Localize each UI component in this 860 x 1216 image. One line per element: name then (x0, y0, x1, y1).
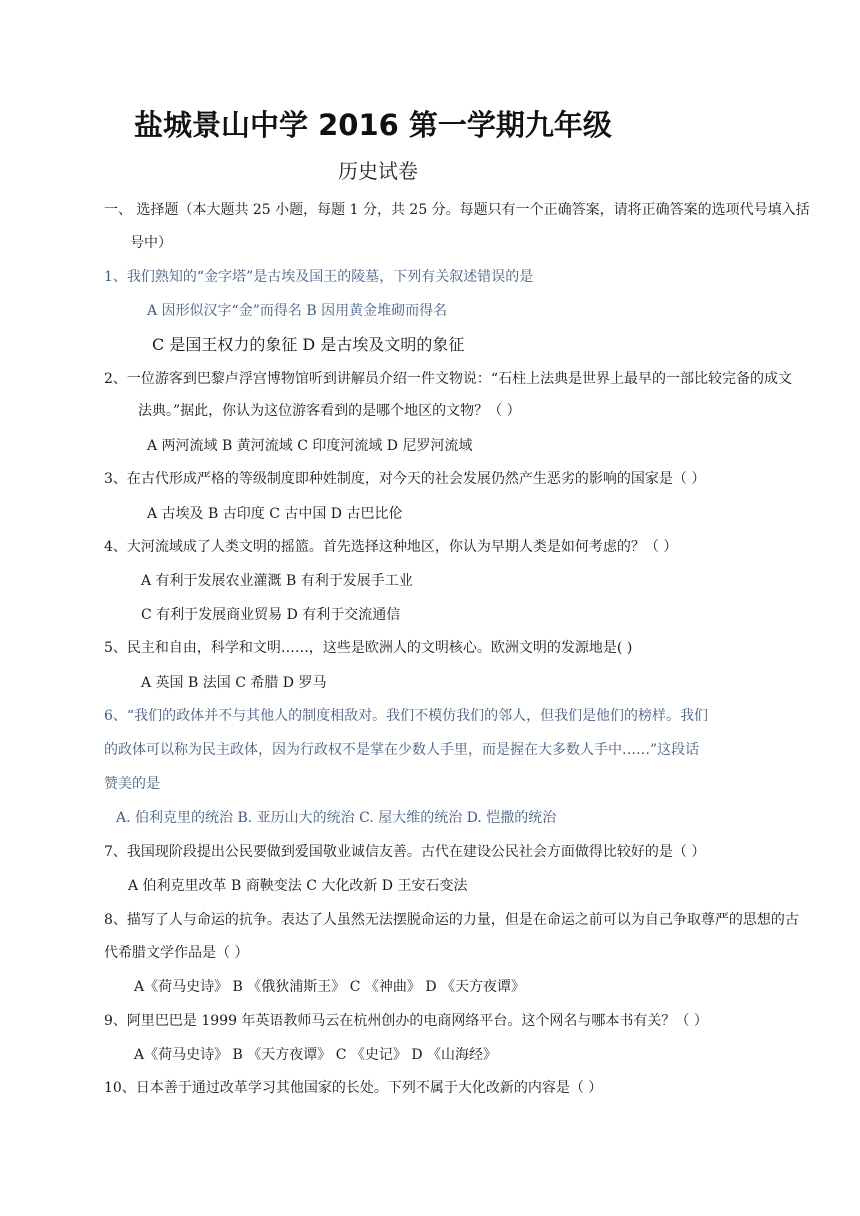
question-4-options-row1: A 有利于发展农业灌溉 B 有利于发展手工业 (141, 573, 413, 589)
question-8-stem-cont: 代希腊文学作品是（ ） (104, 945, 249, 961)
question-5-stem: 5、民主和自由，科学和文明……，这些是欧洲人的文明核心。欧洲文明的发源地是( ) (104, 640, 633, 656)
question-3-stem: 3、在古代形成严格的等级制度即种姓制度，对今天的社会发展仍然产生恶劣的影响的国家是（ ） (104, 471, 706, 487)
question-9-options: A《荷马史诗》 B 《天方夜谭》 C 《史记》 D 《山海经》 (134, 1047, 498, 1063)
question-6-stem: 6、“我们的政体并不与其他人的制度相敌对。我们不模仿我们的邻人，但我们是他们的榜样。我们 (104, 708, 709, 724)
question-6-stem-end: 赞美的是 (104, 776, 160, 792)
question-8-stem: 8、描写了人与命运的抗争。表达了人虽然无法摆脱命运的力量，但是在命运之前可以为自己争取尊严的思想的古 (104, 912, 799, 928)
question-6-options: A. 伯利克里的统治 B. 亚历山大的统治 C. 屋大维的统治 D. 恺撒的统治 (116, 810, 557, 826)
question-3-options: A 古埃及 B 古印度 C 古中国 D 古巴比伦 (147, 506, 403, 522)
question-2-options: A 两河流域 B 黄河流域 C 印度河流域 D 尼罗河流域 (147, 438, 473, 454)
question-7-options: A 伯利克里改革 B 商鞅变法 C 大化改新 D 王安石变法 (128, 878, 468, 894)
question-10-stem: 10、日本善于通过改革学习其他国家的长处。下列不属于大化改新的内容是（ ） (104, 1080, 603, 1096)
question-4-options-row2: C 有利于发展商业贸易 D 有利于交流通信 (141, 607, 401, 623)
question-1-options-row2: C 是国王权力的象征 D 是古埃及文明的象征 (152, 335, 465, 354)
question-6-stem-cont: 的政体可以称为民主政体，因为行政权不是掌在少数人手里，而是握在大多数人手中……”这段话 (104, 742, 700, 758)
section-heading-cont: 号中） (130, 235, 172, 251)
question-5-options: A 英国 B 法国 C 希腊 D 罗马 (141, 675, 327, 691)
question-2-stem-cont: 法典。”据此，你认为这位游客看到的是哪个地区的文物？（ ） (138, 403, 521, 419)
question-2-stem: 2、一位游客到巴黎卢浮宫博物馆听到讲解员介绍一件文物说：“石柱上法典是世界上最早的一部比较完备的成文 (104, 371, 793, 387)
section-heading: 一、 选择题（本大题共 25 小题，每题 1 分，共 25 分。每题只有一个正确答案，请将正确答案的选项代号填入括 (104, 202, 810, 218)
question-1-options-row1: A 因形似汉字“金”而得名 B 因用黄金堆砌而得名 (147, 303, 448, 319)
question-4-stem: 4、大河流域成了人类文明的摇篮。首先选择这种地区，你认为早期人类是如何考虑的？（ ） (104, 539, 678, 555)
question-9-stem: 9、阿里巴巴是 1999 年英语教师马云在杭州创办的电商网络平台。这个网名与哪本书有关？（ ） (104, 1013, 708, 1029)
page-subtitle: 历史试卷 (338, 159, 418, 183)
question-1-stem: 1、我们熟知的“金字塔”是古埃及国王的陵墓，下列有关叙述错误的是 (104, 269, 534, 285)
question-7-stem: 7、我国现阶段提出公民要做到爱国敬业诚信友善。古代在建设公民社会方面做得比较好的是（ ） (104, 844, 706, 860)
page-title: 盐城景山中学 2016 第一学期九年级 (134, 108, 612, 142)
question-8-options: A《荷马史诗》 B 《俄狄浦斯王》 C 《神曲》 D 《天方夜谭》 (134, 979, 526, 995)
